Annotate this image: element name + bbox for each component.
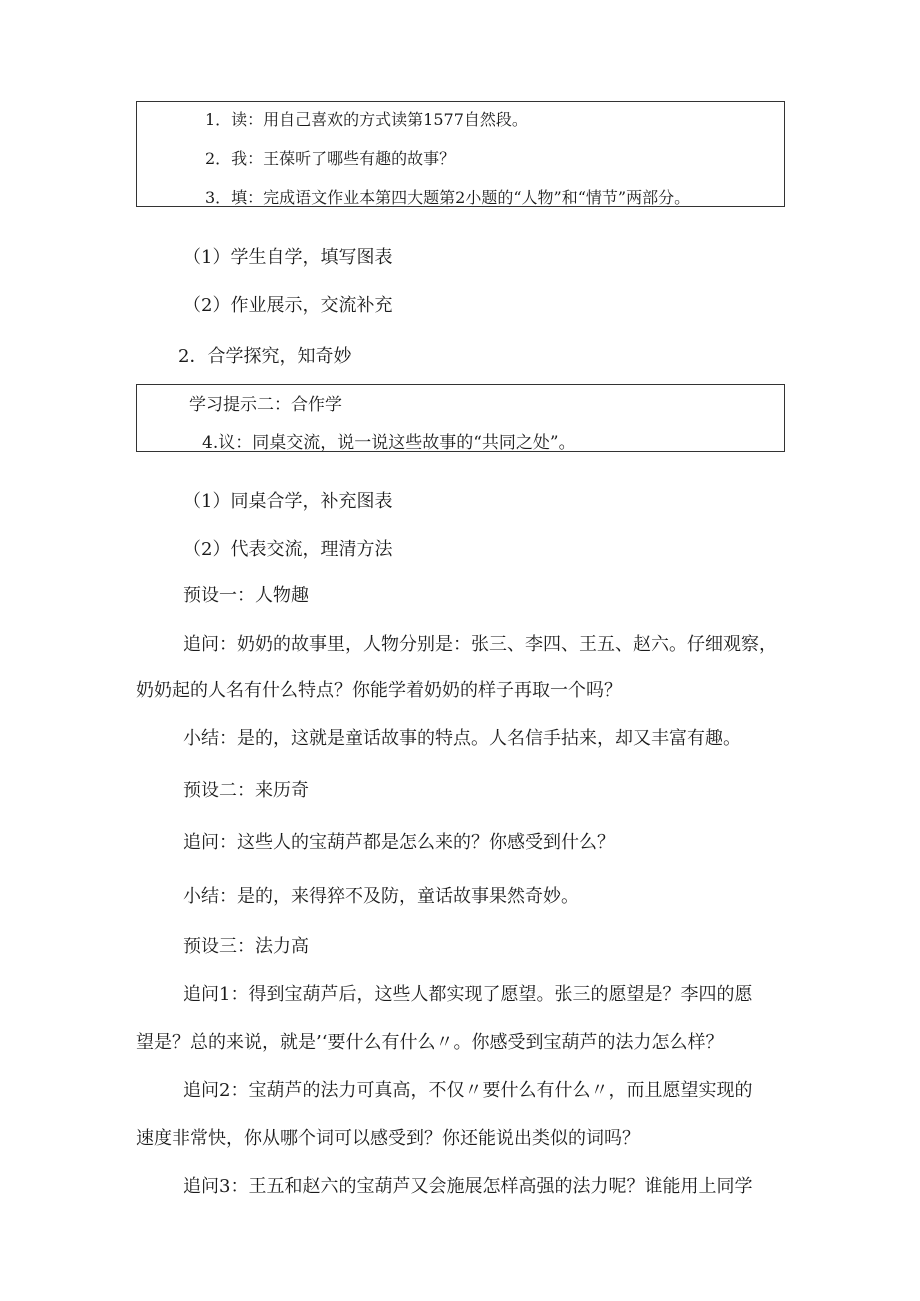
preset1-title: 预设一：人物趣 bbox=[183, 585, 309, 606]
preset2-question: 追问：这些人的宝葫芦都是怎么来的？你感受到什么？ bbox=[183, 832, 615, 853]
preset3-question3-line1: 追问3：王五和赵六的宝葫芦又会施展怎样高强的法力呢？谁能用上同学 bbox=[183, 1176, 753, 1197]
preset3-question1-line2: 望是？总的来说，就是’‘要什么有什么〃。你感受到宝葫芦的法力怎么样？ bbox=[136, 1032, 724, 1053]
preset1-question-line2: 奶奶起的人名有什么特点？你能学着奶奶的样子再取一个吗？ bbox=[136, 680, 622, 701]
preset1-question-line1: 追问：奶奶的故事里，人物分别是：张三、李四、王五、赵六。仔细观察， bbox=[183, 634, 777, 655]
step1-sub2: （2）作业展示，交流补充 bbox=[183, 295, 393, 316]
step2-sub2: （2）代表交流，理清方法 bbox=[183, 539, 393, 560]
preset3-question1-line1: 追问1：得到宝葫芦后，这些人都实现了愿望。张三的愿望是？李四的愿 bbox=[183, 984, 753, 1005]
box1-item-3: 3．填：完成语文作业本第四大题第2小题的“人物”和“情节”两部分。 bbox=[205, 188, 691, 207]
step2-sub1: （1）同桌合学，补充图表 bbox=[183, 491, 393, 512]
preset2-summary: 小结：是的，来得猝不及防，童话故事果然奇妙。 bbox=[183, 886, 579, 907]
preset3-question2-line1: 追问2：宝葫芦的法力可真高，不仅〃要什么有什么〃，而且愿望实现的 bbox=[183, 1080, 753, 1101]
preset2-title: 预设二：来历奇 bbox=[183, 780, 309, 801]
preset3-title: 预设三：法力高 bbox=[183, 936, 309, 957]
step1-sub1: （1）学生自学，填写图表 bbox=[183, 247, 393, 268]
box2-item: 4.议：同桌交流，说一说这些故事的“共同之处”。 bbox=[202, 433, 576, 453]
box1-item-1: 1．读：用自己喜欢的方式读第1577自然段。 bbox=[205, 110, 528, 129]
box2-title: 学习提示二：合作学 bbox=[189, 395, 342, 415]
step2-title: 2．合学探究，知奇妙 bbox=[178, 346, 352, 367]
box1-item-2: 2．我：王葆听了哪些有趣的故事？ bbox=[205, 149, 456, 168]
preset1-summary: 小结：是的，这就是童话故事的特点。人名信手拈来，却又丰富有趣。 bbox=[183, 728, 741, 749]
preset3-question2-line2: 速度非常快，你从哪个词可以感受到？你还能说出类似的词吗？ bbox=[136, 1128, 640, 1149]
